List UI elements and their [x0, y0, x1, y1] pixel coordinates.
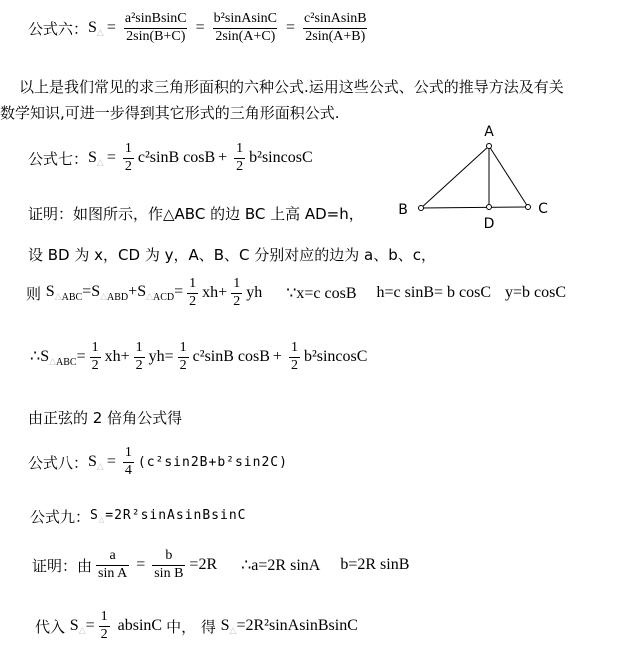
triangle-subscript: △	[49, 356, 57, 367]
plus-sign: +	[218, 149, 228, 167]
fraction-denominator: 2	[290, 357, 298, 373]
fraction	[302, 11, 369, 46]
fraction-denominator: 2	[100, 626, 108, 642]
b-clause: b=2R sinB	[340, 556, 410, 574]
intro-paragraph-line2	[0, 102, 340, 123]
side-bc	[421, 207, 528, 208]
fraction-half	[187, 276, 198, 311]
fraction-denominator: 2sin(A+C)	[215, 28, 276, 44]
intro-paragraph-line1	[19, 76, 564, 97]
substitution-line	[35, 609, 358, 644]
fraction-half	[234, 141, 245, 176]
term: xh+	[202, 284, 228, 302]
foot-d-label: D	[483, 216, 495, 232]
formula-seven-label: 公式七：	[28, 149, 89, 168]
fraction-denominator: 2	[91, 357, 99, 373]
fraction-numerator: a	[109, 548, 116, 563]
vertex-b-label: B	[398, 202, 408, 218]
equals-sign: =	[286, 19, 296, 37]
side-ac	[489, 146, 528, 207]
fraction-numerator: 1	[236, 141, 244, 156]
triangle-subscript: △	[96, 156, 104, 167]
paragraph-text: 以上是我们常见的求三角形面积的六种公式.运用这些公式、公式的推导方法及有关	[19, 78, 564, 96]
fraction-half	[123, 141, 134, 176]
triangle-subscript: △	[100, 291, 108, 302]
result-expression: S△=2R²sinAsinBsinC	[220, 616, 358, 635]
fraction-numerator: 1	[100, 609, 108, 624]
therefore-a-clause: ∴a=2R sinA	[241, 557, 321, 575]
area-symbol: S△	[88, 148, 104, 167]
double-angle-text: 由正弦的 2 倍角公式得	[28, 409, 183, 427]
height-clause: h=c sinB= b cosC	[376, 284, 492, 302]
fraction-denominator: sin B	[154, 565, 184, 581]
proof-text: 证明：如图所示，作△ABC 的边 BC 上高 AD=h，	[28, 205, 364, 223]
formula-seven-line	[28, 141, 313, 176]
double-angle-line	[28, 407, 182, 428]
vertex-a-marker	[487, 144, 492, 149]
proof-text: 设 BD 为 x，CD 为 y，A、B、C 分别对应的边为 a、b、c，	[28, 246, 436, 264]
proof-two-line	[32, 548, 409, 583]
triangle-subscript: △	[96, 460, 104, 471]
fraction-denominator: 2sin(A+B)	[305, 28, 366, 44]
fraction-numerator: a²sinBsinC	[124, 11, 187, 26]
proof-line-1	[28, 203, 364, 224]
paragraph-text: 数学知识,可进一步得到其它形式的三角形面积公式.	[0, 104, 340, 122]
triangle-subscript: △	[146, 291, 154, 302]
equals-sign: =	[106, 453, 116, 471]
proof-line-2	[28, 244, 436, 265]
equals-sign: =	[136, 556, 146, 574]
vertex-c-marker	[526, 205, 531, 210]
fraction-half	[178, 340, 189, 375]
fraction-numerator: b	[165, 548, 173, 563]
equals-sign: =	[106, 149, 116, 167]
fraction-numerator: 1	[135, 340, 143, 355]
area-symbol: S△=	[69, 616, 95, 635]
absinc-term: absinC	[113, 617, 167, 635]
term: b²sincosC	[249, 149, 313, 167]
vertex-a-label: A	[484, 124, 494, 140]
term: xh+	[104, 348, 130, 366]
equals-sign: =	[106, 19, 116, 37]
fraction-quarter	[123, 445, 134, 480]
subscript-abc: ABC	[61, 292, 83, 304]
fraction-numerator: b²sinAsinC	[213, 11, 277, 26]
fraction-half	[90, 340, 101, 375]
foot-d-marker	[487, 205, 492, 210]
substitute-prefix: 代入	[35, 617, 70, 636]
term: b²sincosC	[303, 348, 368, 366]
equals-2r: =2R	[189, 556, 218, 574]
term: c²sinB cosB	[192, 348, 270, 366]
subscript-acd: ACD	[153, 292, 175, 304]
triangle-subscript: △	[96, 26, 104, 37]
formula-nine-line	[30, 506, 247, 527]
fraction-numerator: 1	[189, 276, 197, 291]
then-prefix: 则	[26, 284, 46, 303]
term: yh	[246, 284, 263, 302]
formula-eight-line	[28, 445, 288, 480]
side-ab	[421, 146, 489, 208]
fraction-numerator: c²sinAsinB	[304, 11, 367, 26]
fraction-half	[289, 340, 300, 375]
proof-two-label: 证明：由	[32, 556, 93, 575]
vertex-c-label: C	[538, 201, 548, 217]
y-clause: y=b cosC	[505, 284, 567, 302]
formula-nine-body: $S_\triangle=2R^2sinAsinBsinC$	[90, 508, 247, 525]
triangle-figure	[385, 118, 570, 233]
fraction-denominator: 2	[179, 357, 187, 373]
fraction-numerator: 1	[124, 445, 132, 460]
subscript-abd: ABD	[107, 292, 129, 304]
formula-six-line	[28, 11, 373, 46]
fraction	[123, 11, 189, 46]
fraction-denominator: 2	[135, 357, 143, 373]
formula-eight-body: (c²sin2B+b²sin2C)	[137, 454, 288, 470]
fraction-half	[231, 276, 242, 311]
fraction-denominator: 2sin(B+C)	[126, 28, 186, 44]
fraction-half	[99, 609, 110, 644]
fraction-denominator: 2	[189, 293, 197, 309]
fraction-denominator: sin A	[98, 565, 128, 581]
therefore-line	[30, 340, 367, 375]
triangle-subscript: △	[78, 624, 86, 635]
fraction-numerator: 1	[290, 340, 298, 355]
formula-eight-label: 公式八：	[28, 453, 89, 472]
area-symbol: S△	[88, 18, 104, 37]
because-clause: ∵x=c cosB	[286, 285, 357, 303]
therefore-expression: $\therefore S\triangle_{ABC}=$	[30, 348, 86, 369]
fraction-denominator: 2	[236, 158, 244, 174]
in-get-text: 中， 得	[166, 617, 221, 636]
term: c²sinB cosB	[137, 149, 216, 167]
fraction-denominator: 2	[233, 293, 241, 309]
plus-sign: +	[272, 348, 282, 366]
fraction-numerator: 1	[124, 141, 132, 156]
triangle-subscript: △	[229, 624, 237, 635]
equals-sign: =	[195, 19, 205, 37]
fraction-denominator: 2	[124, 158, 132, 174]
triangle-subscript: △	[54, 291, 62, 302]
fraction-numerator: 1	[91, 340, 99, 355]
fraction-numerator: 1	[233, 276, 241, 291]
vertex-b-marker	[419, 206, 424, 211]
triangle-subscript: △	[98, 515, 106, 525]
fraction-b-sinb	[152, 548, 185, 583]
area-sum-expression: $S\triangle_{ABC}=S\triangle_{ABD}+S\triangle_{ACD}=$	[45, 283, 184, 304]
area-sum-line	[26, 276, 566, 311]
formula-nine-label: 公式九：	[30, 508, 91, 526]
term: yh=	[148, 348, 174, 366]
fraction-denominator: 4	[124, 462, 132, 478]
fraction-a-sina	[96, 548, 129, 583]
formula-six-label: 公式六：	[28, 19, 89, 38]
fraction	[212, 11, 279, 46]
fraction-numerator: 1	[179, 340, 187, 355]
subscript-abc: ABC	[56, 357, 77, 369]
area-symbol: S△	[88, 452, 104, 471]
fraction-half	[134, 340, 145, 375]
